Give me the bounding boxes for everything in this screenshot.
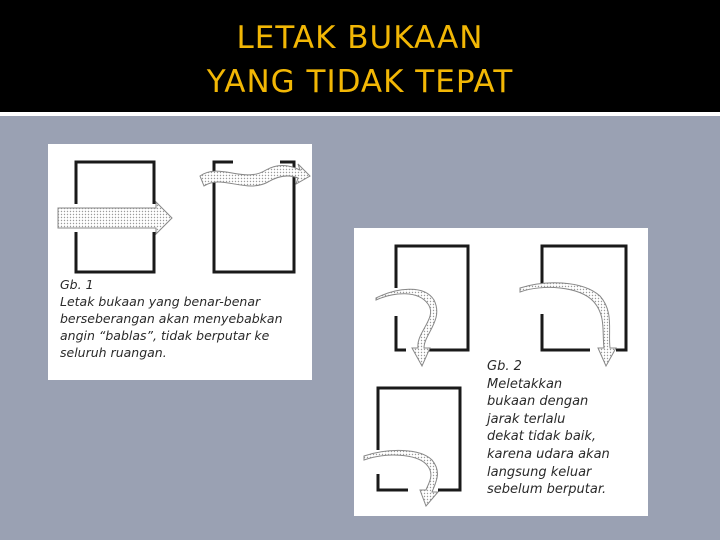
slide-title-line-2: YANG TIDAK TEPAT bbox=[206, 64, 514, 100]
wind-arrow-icon bbox=[376, 289, 437, 366]
figure-1-caption-line: angin “bablas”, tidak berputar ke bbox=[60, 328, 270, 343]
figure-2-caption-line: bukaan dengan bbox=[487, 394, 589, 410]
figure-1-caption-line: Letak bukaan yang benar-benar bbox=[60, 294, 261, 309]
figure-2-panel bbox=[354, 228, 648, 516]
figure-2-caption-line: langsung keluar bbox=[487, 464, 592, 480]
room-plan-icon bbox=[378, 388, 460, 490]
wind-arrow-icon bbox=[58, 202, 172, 234]
figure-2-caption-line: sebelum berputar. bbox=[487, 482, 607, 498]
wind-arrow-icon bbox=[520, 283, 616, 366]
figure-1-panel bbox=[48, 144, 312, 380]
figure-2-caption-line: karena udara akan bbox=[487, 446, 610, 462]
figure-2-caption-line: jarak terlalu bbox=[487, 411, 566, 427]
figure-1-label: Gb. 1 bbox=[60, 277, 94, 292]
title-divider bbox=[0, 112, 720, 116]
figure-2-caption bbox=[487, 358, 610, 499]
title-bar bbox=[0, 0, 720, 112]
room-plan-icon bbox=[542, 246, 626, 350]
figure-1-caption-line: berseberangan akan menyebabkan bbox=[60, 311, 283, 326]
figure-2-caption-line: Meletakkan bbox=[487, 376, 563, 392]
wind-arrow-icon bbox=[364, 450, 438, 506]
figure-1-caption bbox=[60, 276, 283, 361]
figure-1-caption-line: seluruh ruangan. bbox=[60, 345, 167, 360]
figure-2-caption-line: dekat tidak baik, bbox=[487, 429, 597, 445]
figure-2-label: Gb. 2 bbox=[487, 359, 522, 374]
slide-title-line-1: LETAK BUKAAN bbox=[236, 20, 484, 56]
